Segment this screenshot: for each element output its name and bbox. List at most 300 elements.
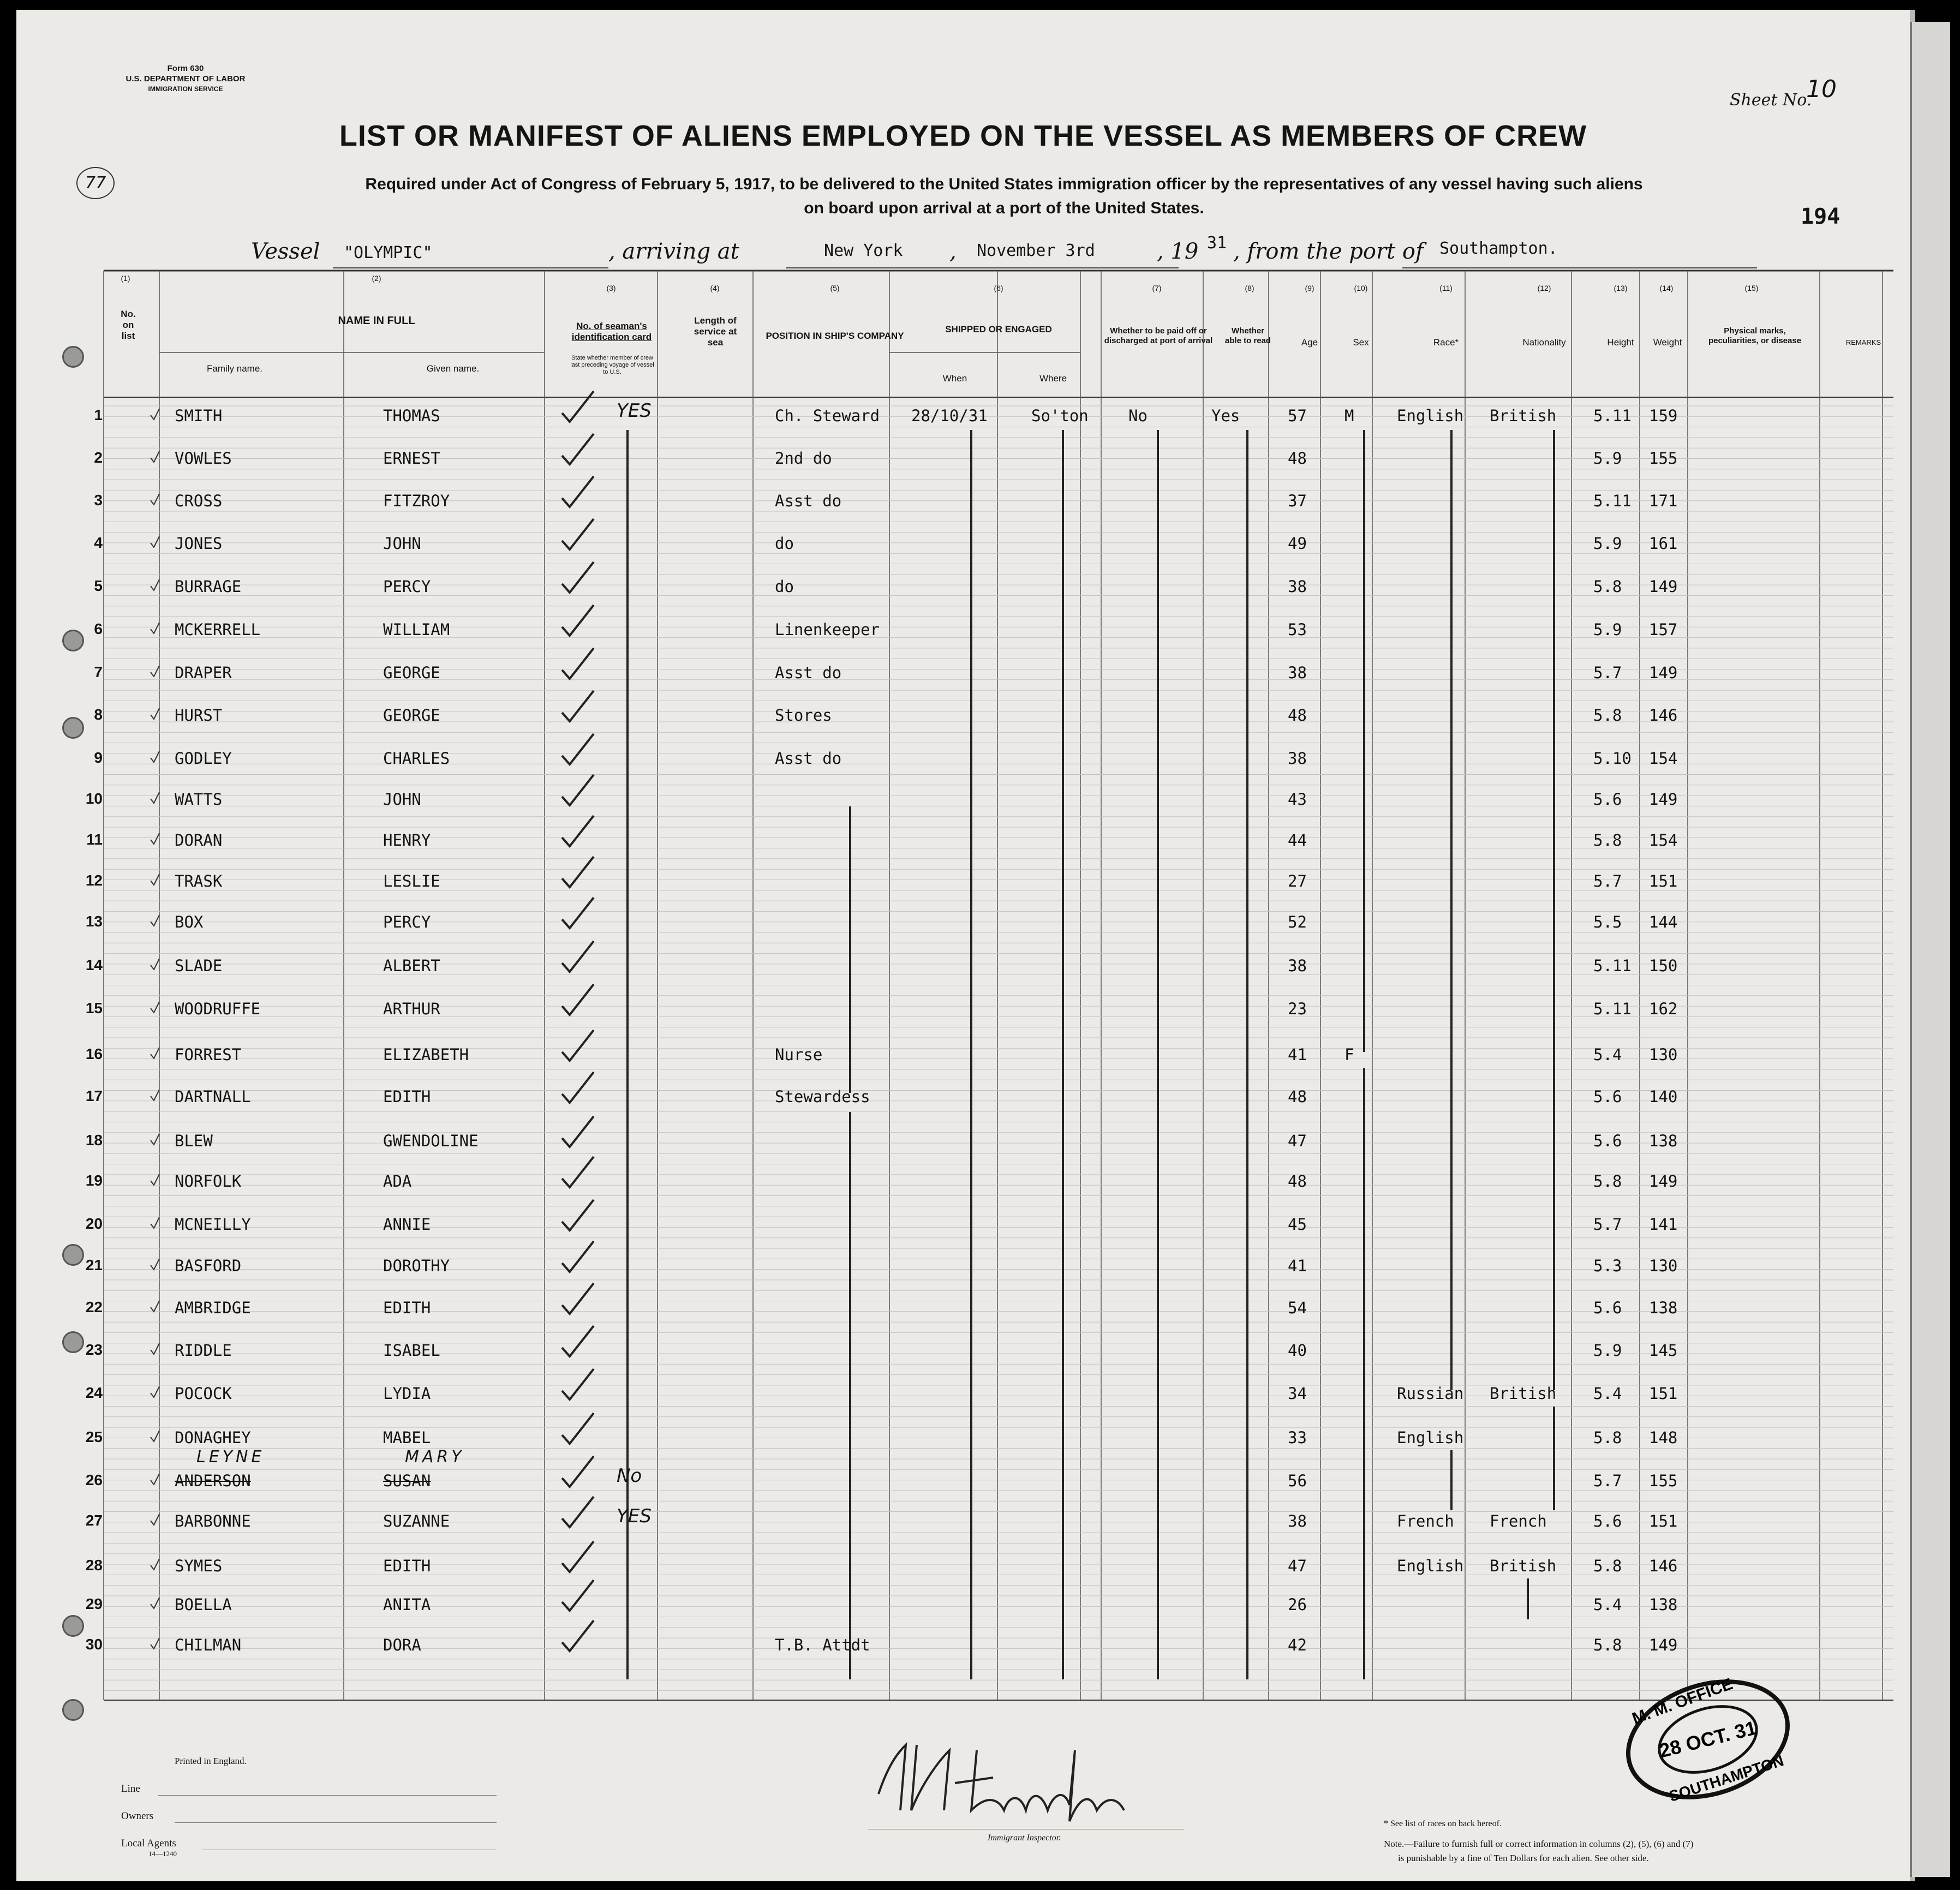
check-mark (562, 1620, 594, 1651)
cell-height: 5.6 (1593, 1087, 1622, 1106)
cell-sex: F (1344, 1045, 1354, 1064)
row-number: 23 (85, 1341, 103, 1358)
cell-family: HURST (175, 706, 223, 725)
row-tick-mark (151, 1343, 159, 1354)
cell-weight: 146 (1649, 706, 1678, 725)
col-number: (5) (830, 284, 840, 292)
row-number: 14 (85, 956, 103, 973)
cell-family: WOODRUFFE (175, 1000, 261, 1018)
cell-height: 5.9 (1593, 620, 1622, 639)
cell-family: TRASK (175, 872, 223, 890)
side-note: 77 (76, 167, 115, 199)
cell-height: 5.7 (1593, 1215, 1622, 1234)
cell-family: BARBONNE (175, 1512, 251, 1530)
cell-age: 38 (1288, 577, 1307, 596)
cell-weight: 149 (1649, 1172, 1678, 1191)
cell-age: 56 (1288, 1472, 1307, 1490)
row-number: 18 (85, 1132, 103, 1149)
cell-given: EDITH (383, 1087, 431, 1106)
cell-height: 5.4 (1593, 1595, 1622, 1614)
cell-given: JOHN (383, 790, 421, 809)
check-mark (562, 648, 594, 679)
cell-position: Asst do (775, 663, 842, 682)
check-mark (562, 1241, 594, 1272)
cell-position: Asst do (775, 492, 842, 510)
cell-position: T.B. Attdt (775, 1636, 870, 1654)
check-mark (562, 1030, 594, 1061)
handwritten-correction: MARY (405, 1448, 465, 1467)
row-tick-mark (151, 1301, 159, 1312)
cell-paid: No (1128, 406, 1148, 425)
cell-position: Ch. Steward (775, 406, 880, 425)
col-number: (3) (606, 284, 616, 292)
cell-given: GEORGE (383, 663, 440, 682)
cell-given: FITZROY (383, 492, 450, 510)
cell-position: 2nd do (775, 449, 832, 468)
cell-age: 47 (1288, 1557, 1307, 1575)
row-tick-mark (151, 1259, 159, 1270)
check-mark (562, 857, 594, 887)
fine-note-2: is punishable by a fine of Ten Dollars for each alien. See other side. (1398, 1853, 1649, 1863)
cell-family: BLEW (175, 1132, 213, 1150)
row-tick-mark (151, 1431, 159, 1442)
cell-given: HENRY (383, 831, 431, 850)
cell-race: Russian (1397, 1384, 1464, 1403)
cell-height: 5.4 (1593, 1384, 1622, 1403)
check-mark (562, 941, 594, 972)
cell-height: 5.8 (1593, 831, 1622, 850)
cell-family: POCOCK (175, 1384, 232, 1403)
cell-given: ADA (383, 1172, 412, 1191)
col-number: (9) (1305, 284, 1314, 292)
cell-given: ISABEL (383, 1341, 440, 1360)
cell-age: 57 (1288, 406, 1307, 425)
cell-height: 5.3 (1593, 1257, 1622, 1275)
cell-height: 5.7 (1593, 872, 1622, 890)
arrival-date: November 3rd (977, 241, 1095, 260)
cell-weight: 130 (1649, 1045, 1678, 1064)
footer-line-rule (158, 1795, 497, 1796)
row-number: 12 (85, 872, 103, 889)
row-tick-mark (151, 915, 159, 926)
cell-given: EDITH (383, 1299, 431, 1317)
cell-when: 28/10/31 (911, 406, 988, 425)
footer-owners-rule (175, 1822, 497, 1823)
cell-family: SLADE (175, 956, 223, 975)
cell-position: Stewardess (775, 1087, 870, 1106)
service-name: IMMIGRATION SERVICE (148, 85, 223, 93)
cell-weight: 150 (1649, 956, 1678, 975)
cell-weight: 151 (1649, 1512, 1678, 1530)
row-number: 13 (85, 913, 103, 930)
row-tick-mark (151, 536, 159, 547)
cell-family: JONES (175, 534, 223, 553)
vessel-name: "OLYMPIC" (344, 243, 433, 262)
cell-age: 23 (1288, 1000, 1307, 1018)
check-mark (562, 775, 594, 805)
cell-age: 45 (1288, 1215, 1307, 1234)
row-tick-mark (151, 1474, 159, 1485)
cell-given: ANNIE (383, 1215, 431, 1234)
cell-height: 5.8 (1593, 1428, 1622, 1447)
punch-hole (62, 346, 84, 368)
cell-weight: 145 (1649, 1341, 1678, 1360)
cell-family: BASFORD (175, 1257, 242, 1275)
row-number: 24 (85, 1384, 103, 1401)
cell-race: English (1397, 1428, 1464, 1447)
cell-height: 5.9 (1593, 449, 1622, 468)
cell-given: DOROTHY (383, 1257, 450, 1275)
stamp-date-text: 28 OCT. 31 (1657, 1716, 1759, 1762)
cell-family: ANDERSON (175, 1472, 251, 1490)
cell-age: 44 (1288, 831, 1307, 850)
row-number: 8 (94, 706, 103, 723)
check-mark (562, 1456, 594, 1487)
header-weight: Weight (1653, 337, 1682, 348)
check-mark (562, 816, 594, 846)
cell-age: 48 (1288, 1087, 1307, 1106)
cell-position: Asst do (775, 749, 842, 768)
row-number: 21 (85, 1257, 103, 1273)
cell-age: 48 (1288, 449, 1307, 468)
row-number: 29 (85, 1595, 103, 1612)
arrival-port: New York (824, 241, 903, 260)
cell-weight: 144 (1649, 913, 1678, 931)
header-age: Age (1301, 337, 1318, 348)
cell-age: 48 (1288, 706, 1307, 725)
header-seaman-card: No. of seaman's identification card (571, 321, 652, 342)
printed-in: Printed in England. (175, 1756, 247, 1766)
col-number: (15) (1744, 284, 1759, 292)
cell-weight: 130 (1649, 1257, 1678, 1275)
cell-height: 5.6 (1593, 1299, 1622, 1317)
page-title: LIST OR MANIFEST OF ALIENS EMPLOYED ON THE VESSEL AS MEMBERS OF CREW (339, 119, 1587, 152)
cell-nat: British (1490, 406, 1557, 425)
header-height: Height (1607, 337, 1634, 348)
cell-weight: 151 (1649, 872, 1678, 890)
col-number: (2) (372, 274, 381, 283)
row-number: 28 (85, 1557, 103, 1574)
underlying-sheet-edge (1910, 22, 1950, 1877)
stamp-top-text: M. M. OFFICE (1629, 1674, 1735, 1728)
cell-given: MABEL (383, 1428, 431, 1447)
check-mark (562, 1116, 594, 1147)
cell-weight: 157 (1649, 620, 1678, 639)
cell-height: 5.9 (1593, 1341, 1622, 1360)
header-paid-off: Whether to be paid off or discharged at port of arrival (1104, 326, 1213, 345)
cell-given: ANITA (383, 1595, 431, 1614)
cell-family: DONAGHEY (175, 1428, 251, 1447)
cell-age: 38 (1288, 956, 1307, 975)
vessel-label: Vessel (251, 239, 320, 264)
cell-family: MCNEILLY (175, 1215, 251, 1234)
header-family-name: Family name. (206, 363, 263, 374)
header-name-in-full: NAME IN FULL (338, 315, 415, 327)
cell-family: AMBRIDGE (175, 1299, 251, 1317)
cell-age: 52 (1288, 913, 1307, 931)
cell-family: RIDDLE (175, 1341, 232, 1360)
year-suffix: 31 (1207, 234, 1227, 253)
sheet-number-label: Sheet No. (1730, 91, 1812, 110)
cell-nat: British (1490, 1384, 1557, 1403)
page-stamp-number: 194 (1801, 204, 1841, 229)
cell-family: MCKERRELL (175, 620, 261, 639)
cell-age: 54 (1288, 1299, 1307, 1317)
departure-port: Southampton. (1439, 239, 1558, 258)
row-number: 17 (85, 1087, 103, 1104)
cell-card: No (617, 1465, 642, 1487)
row-number: 20 (85, 1215, 103, 1232)
header-length-of-service: Length of service at sea (694, 315, 737, 348)
fine-note-1: Note.—Failure to furnish full or correct information in columns (2), (5), (6) and (7) (1384, 1839, 1694, 1849)
row-number: 27 (85, 1512, 103, 1529)
cell-family: VOWLES (175, 449, 232, 468)
cell-age: 49 (1288, 534, 1307, 553)
cell-age: 34 (1288, 1384, 1307, 1403)
cell-weight: 154 (1649, 831, 1678, 850)
cell-given: JOHN (383, 534, 421, 553)
footer-owners-label: Owners (121, 1810, 154, 1822)
from-underline (1402, 267, 1757, 268)
cell-family: SMITH (175, 406, 223, 425)
cell-weight: 138 (1649, 1299, 1678, 1317)
cell-weight: 161 (1649, 534, 1678, 553)
cell-weight: 155 (1649, 449, 1678, 468)
cell-race: French (1397, 1512, 1454, 1530)
check-mark (562, 519, 594, 549)
row-tick-mark (151, 1598, 159, 1608)
check-mark (562, 1580, 594, 1611)
cell-given: LYDIA (383, 1384, 431, 1403)
header-nationality: Nationality (1522, 337, 1566, 348)
cell-given: SUSAN (383, 1472, 431, 1490)
cell-height: 5.9 (1593, 534, 1622, 553)
row-number: 2 (94, 449, 103, 466)
row-tick-mark (151, 494, 159, 505)
inspector-label: Immigrant Inspector. (988, 1833, 1061, 1843)
header-last-voyage: State whether member of crew last preceding voyage of vessel to U.S. (570, 355, 654, 375)
cell-given: DORA (383, 1636, 421, 1654)
cell-weight: 159 (1649, 406, 1678, 425)
check-mark (562, 691, 594, 721)
row-tick-mark (151, 451, 159, 462)
cell-given: ERNEST (383, 449, 440, 468)
subtitle-line-2: on board upon arrival at a port of the United States. (804, 199, 1204, 217)
check-mark (562, 476, 594, 507)
cell-given: LESLIE (383, 872, 440, 890)
col-number: (8) (1245, 284, 1254, 292)
cell-weight: 149 (1649, 790, 1678, 809)
cell-weight: 138 (1649, 1595, 1678, 1614)
row-tick-mark (151, 792, 159, 803)
header-physical-marks: Physical marks, peculiarities, or disease (1708, 326, 1802, 345)
cell-given: ELIZABETH (383, 1045, 469, 1064)
col-number: (1) (121, 274, 130, 283)
row-tick-mark (151, 1002, 159, 1013)
check-mark (562, 1369, 594, 1399)
check-mark (562, 605, 594, 636)
header-given-name: Given name. (426, 363, 480, 374)
cell-age: 43 (1288, 790, 1307, 809)
header-where: Where (1039, 373, 1067, 384)
cell-height: 5.6 (1593, 790, 1622, 809)
cell-position: Stores (775, 706, 832, 725)
cell-weight: 149 (1649, 577, 1678, 596)
row-number: 11 (86, 831, 103, 848)
subtitle-line-1: Required under Act of Congress of February 5, 1917, to be delivered to the United States immigration officer by the representatives of any vessel having such aliens (365, 175, 1643, 193)
row-tick-mark (151, 1514, 159, 1525)
cell-height: 5.7 (1593, 1472, 1622, 1490)
cell-position: Linenkeeper (775, 620, 880, 639)
row-number: 22 (85, 1299, 103, 1315)
cell-given: WILLIAM (383, 620, 450, 639)
cell-age: 33 (1288, 1428, 1307, 1447)
cell-position: do (775, 577, 794, 596)
cell-given: GEORGE (383, 706, 440, 725)
cell-age: 42 (1288, 1636, 1307, 1654)
cell-given: GWENDOLINE (383, 1132, 479, 1150)
col-number: (4) (710, 284, 720, 292)
cell-family: BOX (175, 913, 204, 931)
cell-race: English (1397, 1557, 1464, 1575)
row-tick-mark (151, 1638, 159, 1649)
cell-age: 27 (1288, 872, 1307, 890)
cell-nat: French (1490, 1512, 1547, 1530)
footer-line-label: Line (121, 1783, 140, 1795)
arriving-label: , arriving at (608, 239, 739, 264)
cell-family: CHILMAN (175, 1636, 242, 1654)
check-mark (562, 1326, 594, 1356)
cell-age: 38 (1288, 749, 1307, 768)
page-subtitle (273, 172, 1735, 220)
cell-height: 5.6 (1593, 1132, 1622, 1150)
cell-weight: 141 (1649, 1215, 1678, 1234)
row-tick-mark (151, 1090, 159, 1100)
cell-weight: 151 (1649, 1384, 1678, 1403)
cell-read: Yes (1211, 406, 1240, 425)
row-number: 1 (94, 406, 103, 423)
cell-sex: M (1344, 406, 1354, 425)
check-mark (562, 434, 594, 464)
header-able-to-read: Whether able to read (1224, 326, 1271, 345)
col-number: (6) (994, 284, 1003, 292)
cell-height: 5.4 (1593, 1045, 1622, 1064)
cell-height: 5.5 (1593, 913, 1622, 931)
cell-height: 5.11 (1593, 956, 1632, 975)
cell-family: WATTS (175, 790, 223, 809)
cell-age: 38 (1288, 663, 1307, 682)
cell-height: 5.7 (1593, 663, 1622, 682)
cell-height: 5.10 (1593, 749, 1632, 768)
sheet-number: 10 (1806, 75, 1837, 103)
cell-age: 47 (1288, 1132, 1307, 1150)
check-mark (562, 1072, 594, 1103)
row-tick-mark (151, 1048, 159, 1058)
cell-where: So'ton (1031, 406, 1089, 425)
header-sex: Sex (1353, 337, 1369, 348)
check-mark (562, 1413, 594, 1444)
row-tick-mark (151, 833, 159, 844)
header-position: POSITION IN SHIP'S COMPANY (766, 331, 904, 341)
punch-hole (62, 1615, 84, 1637)
row-tick-mark (151, 409, 159, 420)
cell-card: YES (617, 1505, 652, 1527)
cell-weight: 148 (1649, 1428, 1678, 1447)
check-mark (562, 984, 594, 1015)
date-underline (960, 267, 1179, 268)
cell-weight: 154 (1649, 749, 1678, 768)
check-mark (562, 1157, 594, 1187)
cell-weight: 138 (1649, 1132, 1678, 1150)
row-number: 7 (94, 663, 103, 680)
cell-family: DARTNALL (175, 1087, 251, 1106)
cell-age: 53 (1288, 620, 1307, 639)
row-number: 4 (94, 534, 103, 551)
cell-given: EDITH (383, 1557, 431, 1575)
row-tick-mark (151, 1174, 159, 1185)
cell-height: 5.6 (1593, 1512, 1622, 1530)
cell-height: 5.8 (1593, 1557, 1622, 1575)
handwritten-correction: LEYNE (196, 1448, 265, 1467)
check-mark (562, 1541, 594, 1572)
year-prefix: , 19 (1157, 239, 1199, 264)
cell-age: 41 (1288, 1045, 1307, 1064)
col-number: (12) (1537, 284, 1551, 292)
row-number: 9 (94, 749, 103, 766)
cell-age: 37 (1288, 492, 1307, 510)
row-number: 16 (85, 1045, 103, 1062)
cell-position: do (775, 534, 794, 553)
row-tick-mark (151, 708, 159, 719)
cell-family: BURRAGE (175, 577, 242, 596)
vessel-line (251, 234, 1779, 272)
cell-given: ALBERT (383, 956, 440, 975)
manifest-sheet (16, 10, 1915, 1881)
check-mark (562, 898, 594, 928)
cell-family: SYMES (175, 1557, 223, 1575)
col-number: (14) (1659, 284, 1674, 292)
col-number: (11) (1439, 284, 1453, 292)
races-note: * See list of races on back hereof. (1384, 1819, 1502, 1828)
cell-family: CROSS (175, 492, 223, 510)
row-number: 19 (85, 1172, 103, 1189)
cell-given: CHARLES (383, 749, 450, 768)
cell-given: THOMAS (383, 406, 440, 425)
cell-family: FORREST (175, 1045, 242, 1064)
cell-family: BOELLA (175, 1595, 232, 1614)
stamp-bottom-text: SOUTHAMPTON (1666, 1752, 1786, 1805)
cell-family: NORFOLK (175, 1172, 242, 1191)
check-mark (562, 734, 594, 764)
cell-height: 5.8 (1593, 1636, 1622, 1654)
cell-weight: 149 (1649, 1636, 1678, 1654)
row-number: 3 (94, 492, 103, 509)
cell-family: DORAN (175, 831, 223, 850)
row-tick-mark (151, 751, 159, 762)
cell-age: 38 (1288, 1512, 1307, 1530)
check-mark (562, 1283, 594, 1314)
col-number: (7) (1152, 284, 1162, 292)
form-number: Form 630 (167, 64, 204, 73)
row-tick-mark (151, 666, 159, 677)
comma: , (949, 239, 957, 264)
row-tick-mark (151, 1217, 159, 1228)
cell-height: 5.11 (1593, 406, 1632, 425)
cell-height: 5.8 (1593, 577, 1622, 596)
row-tick-mark (151, 623, 159, 633)
header-when: When (942, 373, 967, 384)
cell-weight: 155 (1649, 1472, 1678, 1490)
